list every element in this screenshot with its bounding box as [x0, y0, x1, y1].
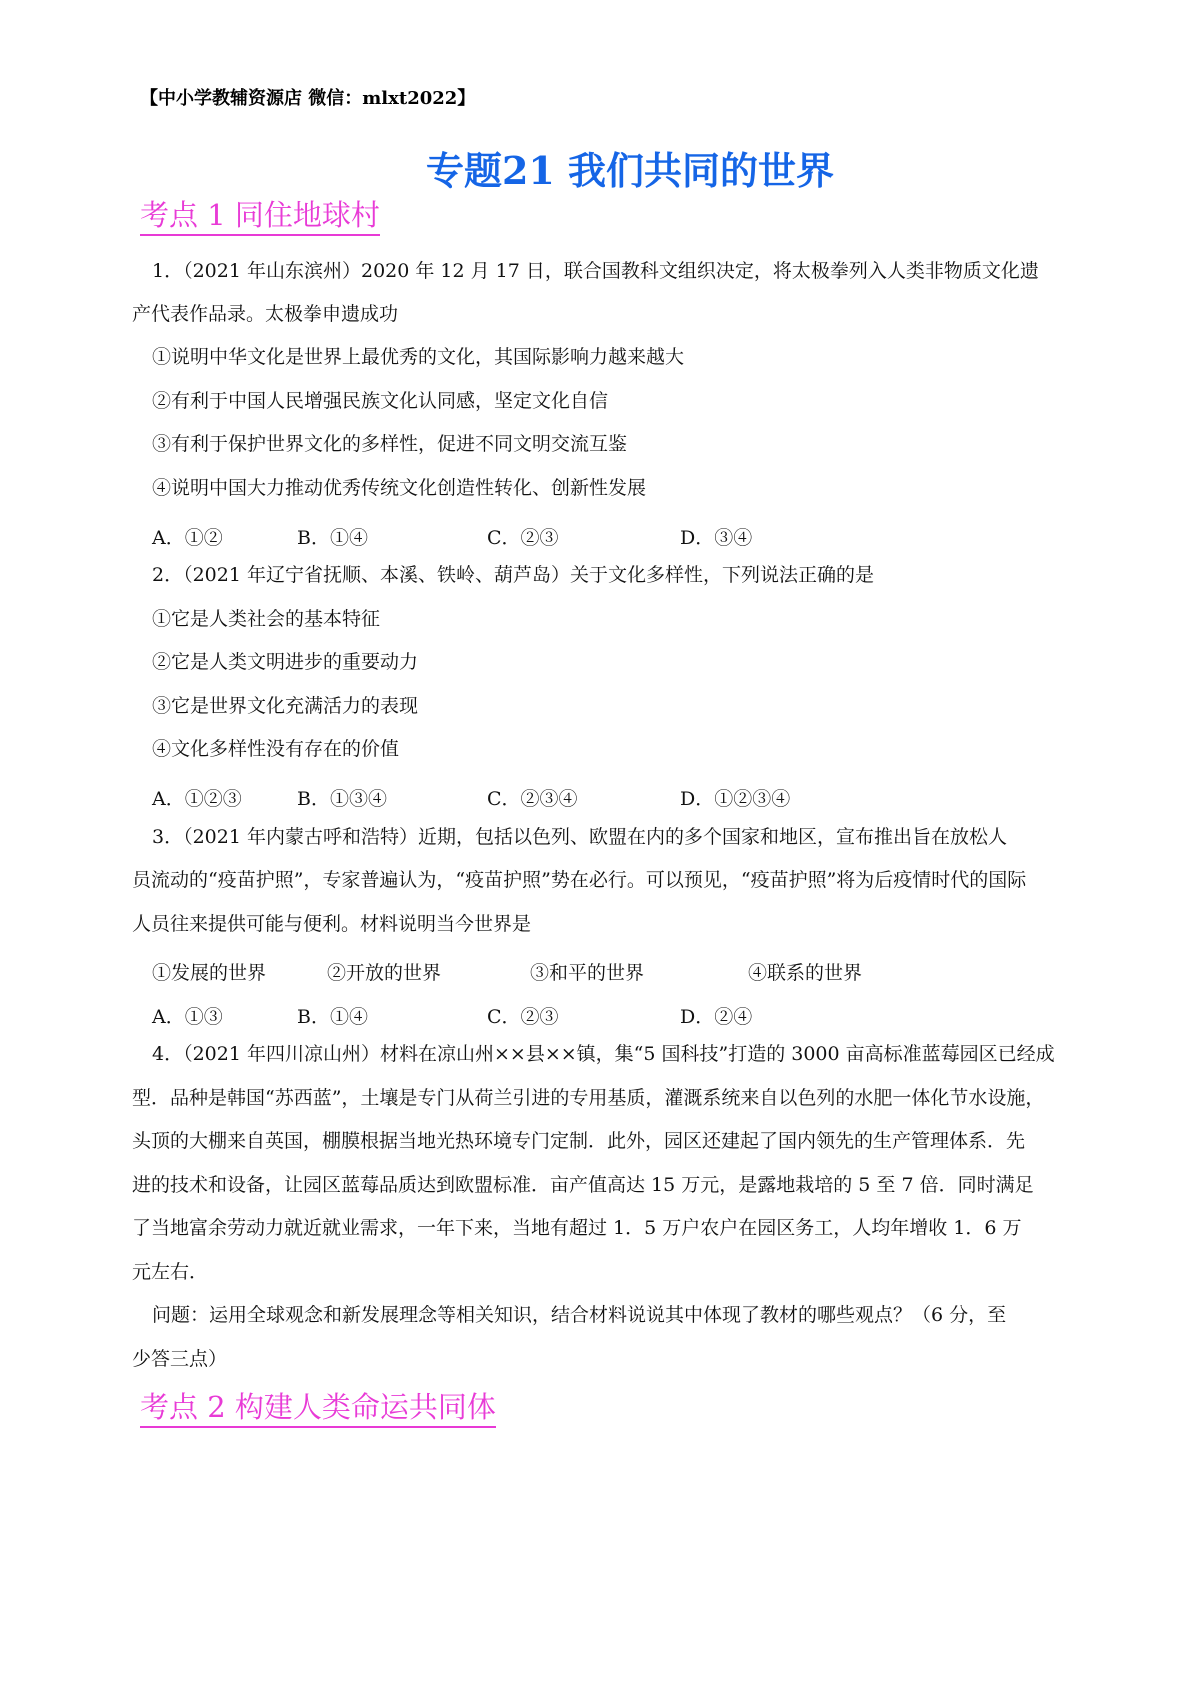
- q2-option-d: D．①②③④: [680, 788, 791, 810]
- q4-line-1: 4．（2021 年四川凉山州）材料在凉山州××县××镇，集“5 国科技”打造的 3000 亩高标准蓝莓园区已经成: [152, 1043, 1055, 1065]
- q4-line-3: 头顶的大棚来自英国，棚膜根据当地光热环境专门定制．此外，园区还建起了国内领先的生产管理体系．先: [132, 1130, 1026, 1152]
- q1-stem-line1: 1．（2021 年山东滨州）2020 年 12 月 17 日，联合国教科文组织决定，将太极拳列入人类非物质文化遗: [152, 260, 1039, 282]
- q3-item-3: ③和平的世界: [530, 962, 645, 984]
- q1-option-b: B．①④: [297, 527, 368, 549]
- q3-item-4: ④联系的世界: [748, 962, 863, 984]
- q4-line-2: 型．品种是韩国“苏西蓝”，土壤是专门从荷兰引进的专用基质，灌溉系统来自以色列的水肥一体化节水设施，: [132, 1087, 1045, 1109]
- q1-option-c: C．②③: [487, 527, 559, 549]
- q2-option-a: A．①②③: [152, 788, 242, 810]
- q4-question-line2: 少答三点）: [132, 1348, 228, 1370]
- q4-line-5: 了当地富余劳动力就近就业需求，一年下来，当地有超过 1．5 万户农户在园区务工，人均年增收 1．6 万: [132, 1217, 1022, 1239]
- header-note: 【中小学教辅资源店 微信：mlxt2022】: [140, 88, 476, 109]
- q3-option-c: C．②③: [487, 1006, 559, 1028]
- q4-line-6: 元左右．: [132, 1261, 209, 1283]
- q1-item-1: ①说明中华文化是世界上最优秀的文化，其国际影响力越来越大: [152, 346, 685, 368]
- q1-option-a: A．①②: [152, 527, 223, 549]
- section-heading-1: 考点 1 同住地球村: [140, 200, 380, 236]
- q3-option-d: D．②④: [680, 1006, 753, 1028]
- q1-item-2: ②有利于中国人民增强民族文化认同感，坚定文化自信: [152, 390, 609, 412]
- q2-stem: 2．（2021 年辽宁省抚顺、本溪、铁岭、葫芦岛）关于文化多样性，下列说法正确的是: [152, 564, 874, 586]
- q2-item-2: ②它是人类文明进步的重要动力: [152, 651, 419, 673]
- q3-stem-line1: 3．（2021 年内蒙古呼和浩特）近期，包括以色列、欧盟在内的多个国家和地区，宣布推出旨在放松人: [152, 826, 1007, 848]
- q3-item-2: ②开放的世界: [327, 962, 442, 984]
- q3-option-b: B．①④: [297, 1006, 368, 1028]
- q2-item-1: ①它是人类社会的基本特征: [152, 608, 381, 630]
- q2-item-3: ③它是世界文化充满活力的表现: [152, 695, 419, 717]
- q4-line-4: 进的技术和设备，让园区蓝莓品质达到欧盟标准．亩产值高达 15 万元，是露地栽培的 5 至 7 倍．同时满足: [132, 1174, 1034, 1196]
- q3-option-a: A．①③: [152, 1006, 223, 1028]
- q3-stem-line3: 人员往来提供可能与便利。材料说明当今世界是: [132, 913, 532, 935]
- q1-item-4: ④说明中国大力推动优秀传统文化创造性转化、创新性发展: [152, 477, 647, 499]
- q1-option-d: D．③④: [680, 527, 753, 549]
- section-heading-2: 考点 2 构建人类命运共同体: [140, 1392, 496, 1428]
- q2-item-4: ④文化多样性没有存在的价值: [152, 738, 400, 760]
- q1-item-3: ③有利于保护世界文化的多样性，促进不同文明交流互鉴: [152, 433, 628, 455]
- q2-option-b: B．①③④: [297, 788, 387, 810]
- q4-question-line1: 问题：运用全球观念和新发展理念等相关知识，结合材料说说其中体现了教材的哪些观点？（6 分，至: [152, 1304, 1007, 1326]
- q3-item-1: ①发展的世界: [152, 962, 267, 984]
- q2-option-c: C．②③④: [487, 788, 578, 810]
- q1-stem-line2: 产代表作品录。太极拳申遗成功: [132, 303, 399, 325]
- page-title: 专题21 我们共同的世界: [425, 148, 835, 193]
- q3-stem-line2: 员流动的“疫苗护照”，专家普遍认为，“疫苗护照”势在必行。可以预见，“疫苗护照”将为后疫情时代的国际: [132, 869, 1027, 891]
